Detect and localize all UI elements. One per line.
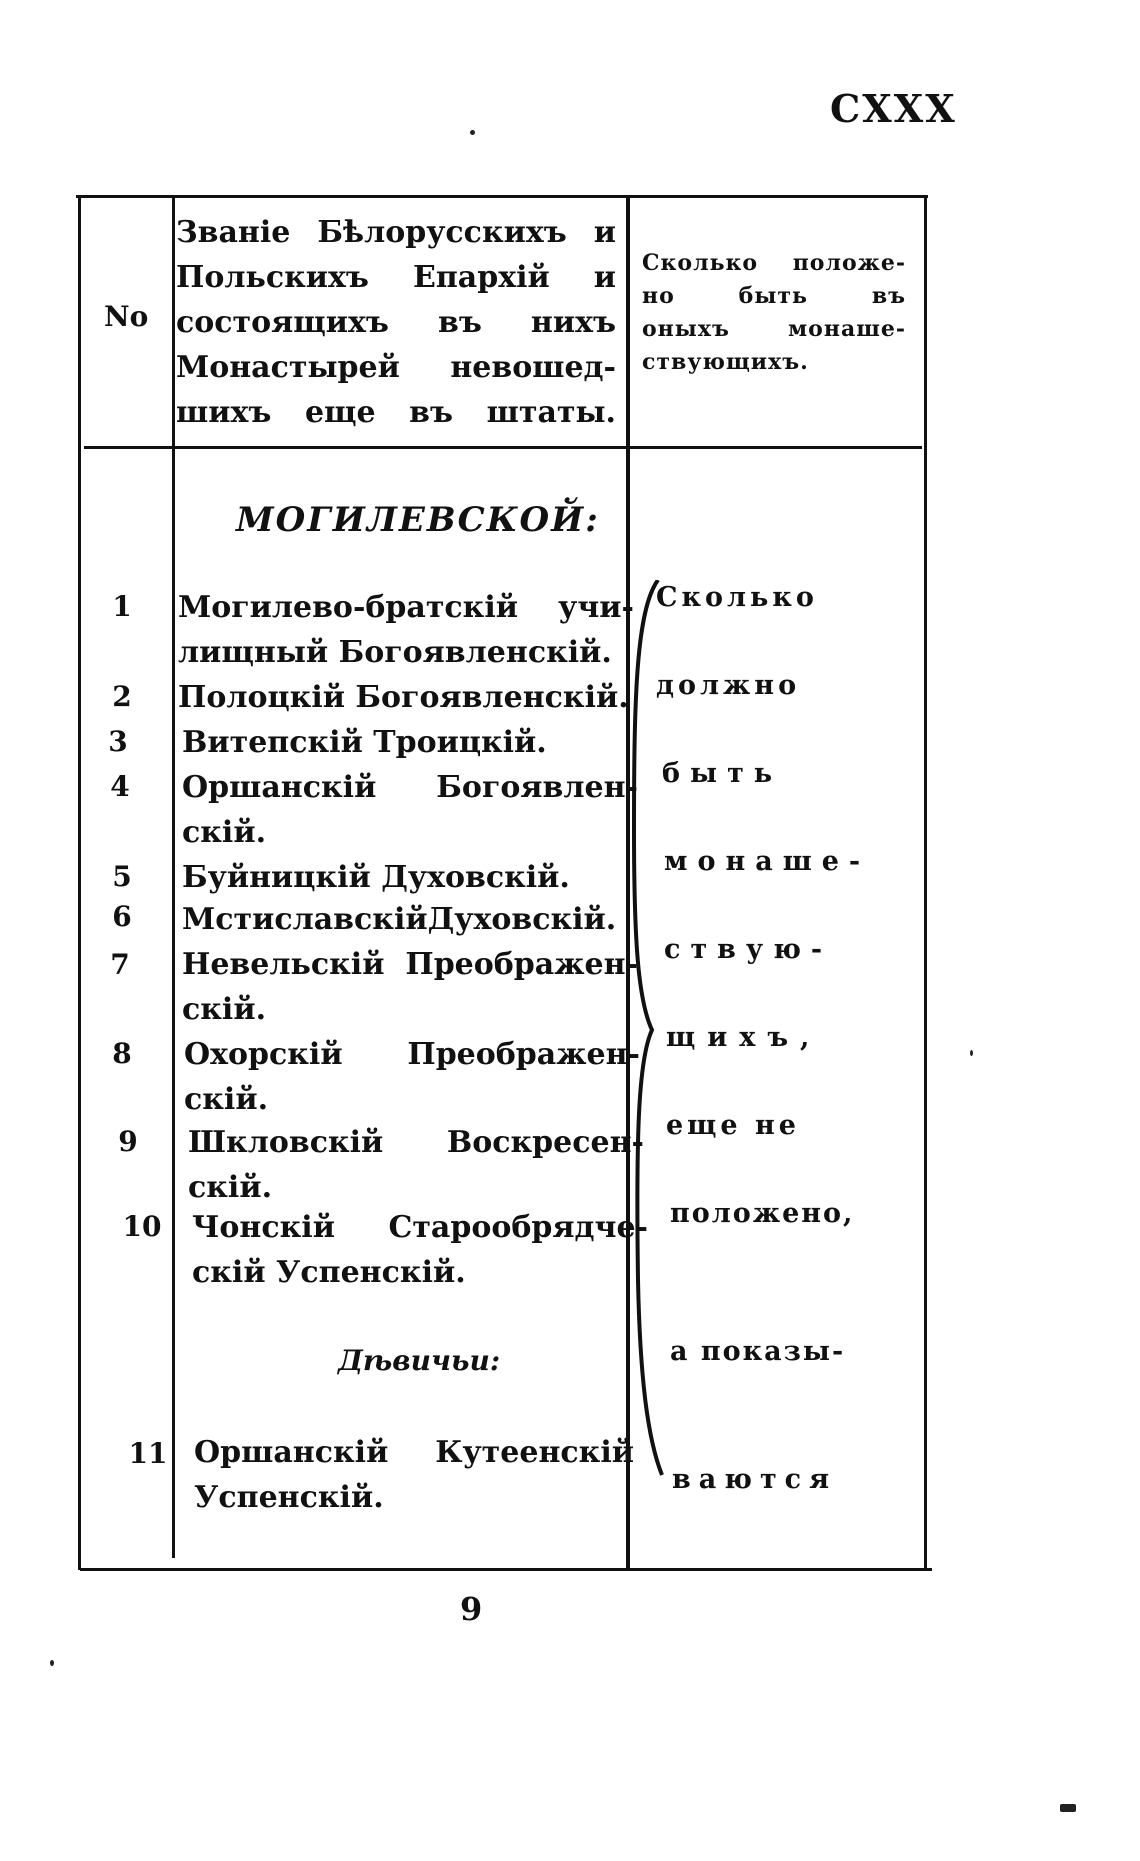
signature-mark: 9 xyxy=(460,1590,483,1628)
header-title-line: Монастырей невошед- xyxy=(176,350,616,385)
entry-line: скій. xyxy=(182,992,267,1027)
right-column-word: быть xyxy=(662,758,783,789)
header-bottom-rule xyxy=(84,446,922,449)
entry-line: Чонскій Старообрядче- xyxy=(192,1210,648,1245)
entry-line: Витепскій Троицкій. xyxy=(182,725,547,760)
col-divider-1 xyxy=(172,198,175,1558)
right-column-word: должно xyxy=(656,670,801,701)
entry-line: Оршанскій Богоявлен- xyxy=(182,770,638,805)
entry-number: 11 xyxy=(128,1437,168,1470)
header-right-line: оныхъ монаше- xyxy=(642,316,906,342)
right-column-word: Сколько xyxy=(656,582,818,613)
entry-text xyxy=(192,1205,648,1295)
header-title-line: состоящихъ въ нихъ xyxy=(176,305,616,340)
entry-line: Полоцкій Богоявленскій. xyxy=(178,680,629,715)
header-right-line: Сколько положе- xyxy=(642,250,906,276)
entry-text xyxy=(178,585,634,675)
entry-number: 1 xyxy=(112,590,132,623)
entry-number: 3 xyxy=(108,725,128,758)
entry-text xyxy=(182,897,638,942)
entry-text xyxy=(188,1120,644,1210)
speck xyxy=(470,130,475,135)
entry-line: скій Успенскій. xyxy=(192,1255,466,1290)
subsection-title: Дѣвичьи: xyxy=(338,1344,501,1377)
speck xyxy=(970,1050,973,1056)
entry-line: скій. xyxy=(184,1082,269,1117)
entry-line: Могилево-братскій учи- xyxy=(178,590,634,625)
entry-text xyxy=(178,675,634,720)
entry-line: МстиславскійДуховскій. xyxy=(182,902,617,937)
entry-text xyxy=(182,942,638,1032)
curly-brace-icon xyxy=(628,580,668,1480)
right-border xyxy=(924,195,927,1570)
header-title xyxy=(176,210,616,435)
entry-line: скій. xyxy=(188,1170,273,1205)
entry-number: 10 xyxy=(122,1210,162,1243)
entry-text xyxy=(182,855,638,900)
entry-text xyxy=(182,765,638,855)
entry-number: 6 xyxy=(112,900,132,933)
entry-line: лищный Богоявленскій. xyxy=(178,635,612,670)
entry-number: 9 xyxy=(118,1125,138,1158)
entry-line: Буйницкій Духовскій. xyxy=(182,860,570,895)
entry-line: Оршанскій Кутеенскій xyxy=(194,1435,634,1470)
left-border xyxy=(78,195,81,1570)
entry-text xyxy=(194,1430,634,1520)
entry-line: скій. xyxy=(182,815,267,850)
header-title-line: шихъ еще въ штаты. xyxy=(176,395,616,430)
header-number-label: No xyxy=(104,300,149,333)
entry-text xyxy=(182,720,638,765)
speck xyxy=(1060,1804,1076,1812)
top-rule xyxy=(76,195,928,198)
header-right-line: но быть въ xyxy=(642,283,906,309)
entry-number: 7 xyxy=(110,948,130,981)
header-right-line: ствующихъ. xyxy=(642,349,809,375)
entry-line: Невельскій Преображен- xyxy=(182,947,638,982)
section-title: МОГИЛЕВСКОЙ: xyxy=(236,500,600,540)
speck xyxy=(50,1660,54,1666)
entry-number: 8 xyxy=(112,1037,132,1070)
entry-line: Охорскій Преображен- xyxy=(184,1037,640,1072)
header-title-line: Званіе Бѣлорусскихъ и xyxy=(176,215,616,250)
right-column-word: а показы- xyxy=(670,1336,846,1367)
entry-text xyxy=(184,1032,640,1122)
right-column-word: монаше- xyxy=(664,846,871,877)
entry-number: 5 xyxy=(112,860,132,893)
entry-line: Шкловскій Воскресен- xyxy=(188,1125,644,1160)
right-column-word: щихъ, xyxy=(666,1022,822,1053)
page-number: CXXX xyxy=(830,86,957,131)
entry-line: Успенскій. xyxy=(194,1480,384,1515)
right-column-word: еще не xyxy=(666,1110,800,1141)
right-column-word: ваются xyxy=(672,1464,838,1495)
header-right xyxy=(642,247,906,379)
right-column-word: ствую- xyxy=(664,934,833,965)
entry-number: 2 xyxy=(112,680,132,713)
bottom-rule xyxy=(80,1568,932,1571)
entry-number: 4 xyxy=(110,770,130,803)
header-title-line: Польскихъ Епархій и xyxy=(176,260,616,295)
right-column-word: положено, xyxy=(670,1198,855,1229)
